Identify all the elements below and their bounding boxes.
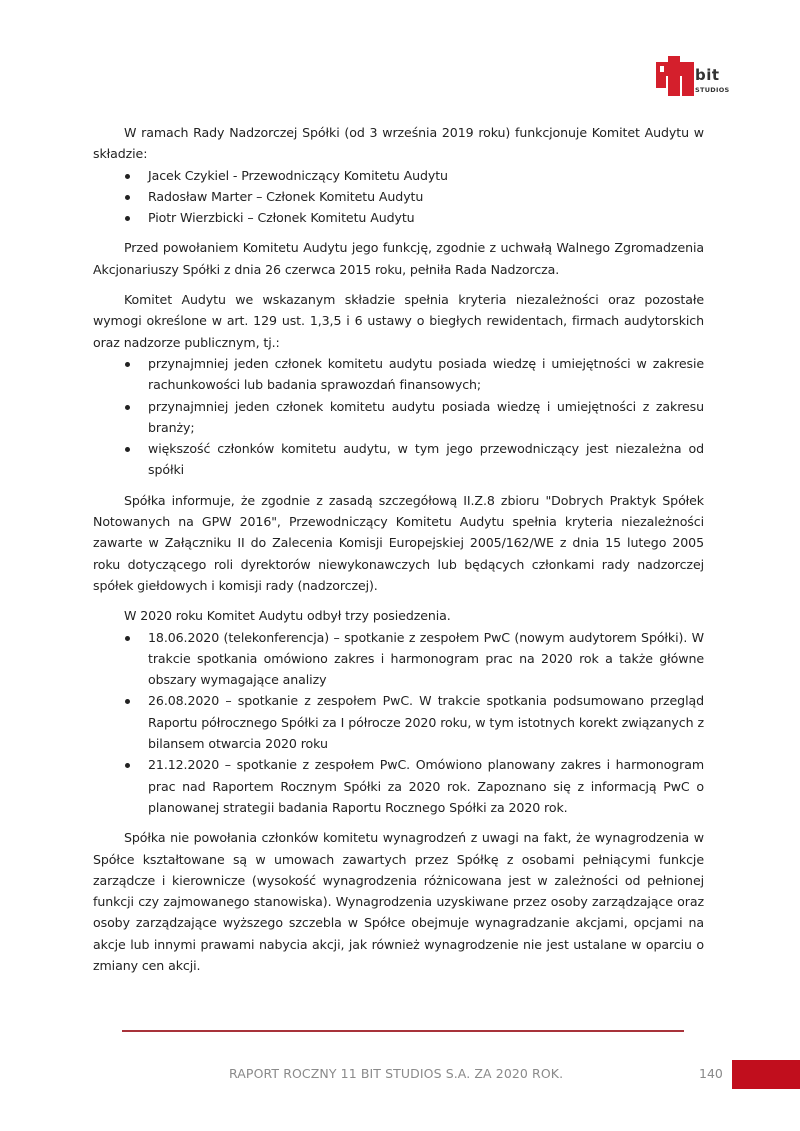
paragraph-independence: Komitet Audytu we wskazanym składzie spełnia kryteria niezależności oraz pozostałe wymogi określone w art. 129 ust. 1,3,5 i 6 ustawy o biegłych rewidentach, firmach audytorskich oraz nadzorze publicznym, tj.: [93, 292, 704, 350]
paragraph-prior-function: Przed powołaniem Komitetu Audytu jego funkcję, zgodnie z uchwałą Walnego Zgromadzenia Akcjonariuszy Spółki z dnia 26 czerwca 2015 roku, pełniła Rada Nadzorcza. [93, 240, 704, 277]
list-item: przynajmniej jeden członek komitetu audytu posiada wiedzę i umiejętności w zakresie rachunkowości lub badania sprawozdań finansowych; [93, 353, 704, 396]
paragraph-good-practices: Spółka informuje, że zgodnie z zasadą szczegółową II.Z.8 zbioru "Dobrych Praktyk Spółek Notowanych na GPW 2016", Przewodniczący Komitetu Audytu spełnia kryteria niezależności zawarte w Załączniku II do Zalecenia Komisji Europejskiej 2005/162/WE z dnia 15 lutego 2005 roku dotyczącego roli dyrektorów niewykonawczych lub będących członkami rady nadzorczej spółek giełdowych i komisji rady (nadzorczej). [93, 492, 704, 593]
logo-brand-text: bit [695, 66, 720, 84]
paragraph-audit-committee: W ramach Rady Nadzorczej Spółki (od 3 września 2019 roku) funkcjonuje Komitet Audytu w składzie: [93, 125, 704, 162]
criteria-list [93, 353, 704, 481]
footer-accent-tab [732, 1060, 800, 1089]
list-item: 21.12.2020 – spotkanie z zespołem PwC. Omówiono planowany zakres i harmonogram prac nad Raportem Rocznym Spółki za 2020 rok. Zapoznano się z informacją PwC o planowanej strategii badania Raportu Rocznego Spółki za 2020 rok. [93, 754, 704, 818]
footer-divider [122, 1030, 684, 1032]
document-body [93, 122, 704, 985]
list-item: Jacek Czykiel - Przewodniczący Komitetu Audytu [93, 165, 704, 186]
logo-sub-text: STUDIOS [695, 86, 730, 94]
paragraph-meetings-count: W 2020 roku Komitet Audytu odbył trzy posiedzenia. [124, 608, 451, 624]
list-item: Piotr Wierzbicki – Członek Komitetu Audytu [93, 207, 704, 228]
list-item: 26.08.2020 – spotkanie z zespołem PwC. W trakcie spotkania podsumowano przegląd Raportu półrocznego Spółki za I półrocze 2020 roku, w tym istotnych korekt związanych z bilansem otwarcia 2020 roku [93, 690, 704, 754]
list-item: Radosław Marter – Członek Komitetu Audytu [93, 186, 704, 207]
meetings-list [93, 627, 704, 819]
list-item: przynajmniej jeden członek komitetu audytu posiada wiedzę i umiejętności z zakresu branży; [93, 396, 704, 439]
list-item: większość członków komitetu audytu, w tym jego przewodniczący jest niezależna od spółki [93, 438, 704, 481]
footer-title: RAPORT ROCZNY 11 BIT STUDIOS S.A. ZA 2020 ROK. [229, 1066, 564, 1081]
list-item: 18.06.2020 (telekonferencja) – spotkanie z zespołem PwC (nowym audytorem Spółki). W trakcie spotkania omówiono zakres i harmonogram prac na 2020 rok a także główne obszary wymagające analizy [93, 627, 704, 691]
paragraph-remuneration: Spółka nie powołania członków komitetu wynagrodzeń z uwagi na fakt, że wynagrodzenia w Spółce kształtowane są w umowach zawartych przez Spółkę z osobami pełniącymi funkcje zarządcze i kierownicze (wysokość wynagrodzenia różnicowana jest w zależności od pełnionej funkcji czy zajmowanego stanowiska). Wynagrodzenia uzyskiwane przez osoby zarządzające oraz osoby zarządzające wyższego szczebla w Spółce obejmuje wynagradzanie akcjami, opcjami na akcje lub innymi prawami nabycia akcji, jak również wynagrodzenie nie jest ustalane w oparciu o zmiany cen akcji. [93, 830, 704, 973]
page-number: 140 [699, 1066, 723, 1081]
committee-members-list [93, 165, 704, 229]
